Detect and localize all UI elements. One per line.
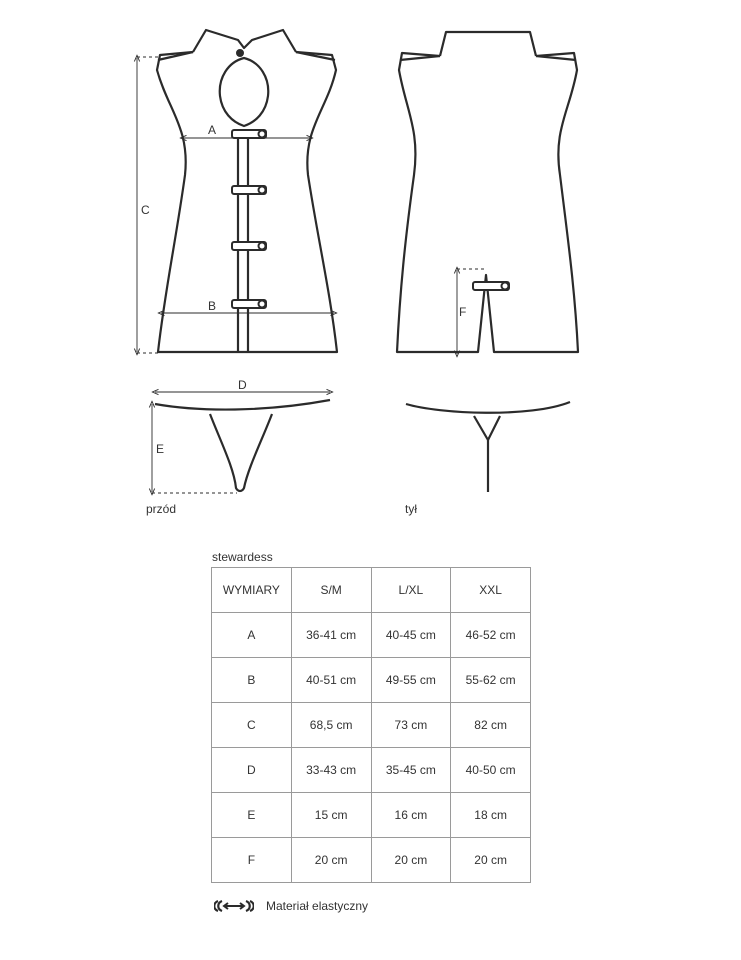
table-cell: B bbox=[212, 658, 292, 703]
back-caption: tył bbox=[405, 502, 417, 516]
dim-label-e: E bbox=[156, 442, 165, 456]
table-cell: 49-55 cm bbox=[371, 658, 451, 703]
table-cell: 40-50 cm bbox=[451, 748, 531, 793]
back-thong-outline bbox=[406, 402, 570, 492]
size-table bbox=[211, 567, 531, 883]
table-cell: A bbox=[212, 613, 292, 658]
table-header-row bbox=[212, 568, 531, 613]
table-row bbox=[212, 793, 531, 838]
dim-label-c: C bbox=[141, 203, 150, 217]
dim-label-b: B bbox=[208, 299, 217, 313]
table-cell: 33-43 cm bbox=[291, 748, 371, 793]
table-cell: D bbox=[212, 748, 292, 793]
table-cell: 20 cm bbox=[291, 838, 371, 883]
header-cell: L/XL bbox=[371, 568, 451, 613]
table-cell: 36-41 cm bbox=[291, 613, 371, 658]
table-cell: 40-45 cm bbox=[371, 613, 451, 658]
legend-label: Materiał elastyczny bbox=[266, 899, 369, 913]
table-cell: 46-52 cm bbox=[451, 613, 531, 658]
table-cell: 20 cm bbox=[371, 838, 451, 883]
back-button bbox=[473, 282, 509, 290]
front-caption: przód bbox=[146, 502, 177, 516]
elastic-material-icon bbox=[214, 898, 254, 914]
table-row bbox=[212, 613, 531, 658]
table-cell: 55-62 cm bbox=[451, 658, 531, 703]
table-cell: 20 cm bbox=[451, 838, 531, 883]
front-thong-outline bbox=[155, 400, 330, 491]
header-cell: XXL bbox=[451, 568, 531, 613]
table-title: stewardess bbox=[212, 550, 273, 564]
table-cell: 40-51 cm bbox=[291, 658, 371, 703]
table-cell: E bbox=[212, 793, 292, 838]
dim-label-d: D bbox=[238, 378, 247, 392]
table-row bbox=[212, 838, 531, 883]
table-cell: C bbox=[212, 703, 292, 748]
back-dress-outline bbox=[397, 32, 578, 352]
dim-label-f: F bbox=[459, 305, 467, 319]
table-cell: F bbox=[212, 838, 292, 883]
table-cell: 15 cm bbox=[291, 793, 371, 838]
table-cell: 16 cm bbox=[371, 793, 451, 838]
table-row bbox=[212, 748, 531, 793]
table-cell: 35-45 cm bbox=[371, 748, 451, 793]
table-cell: 82 cm bbox=[451, 703, 531, 748]
header-cell: S/M bbox=[291, 568, 371, 613]
table-row bbox=[212, 658, 531, 703]
legend bbox=[214, 898, 368, 914]
header-cell: WYMIARY bbox=[212, 568, 292, 613]
dim-label-a: A bbox=[208, 123, 217, 137]
table-cell: 73 cm bbox=[371, 703, 451, 748]
table-cell: 18 cm bbox=[451, 793, 531, 838]
table-row bbox=[212, 703, 531, 748]
table-cell: 68,5 cm bbox=[291, 703, 371, 748]
